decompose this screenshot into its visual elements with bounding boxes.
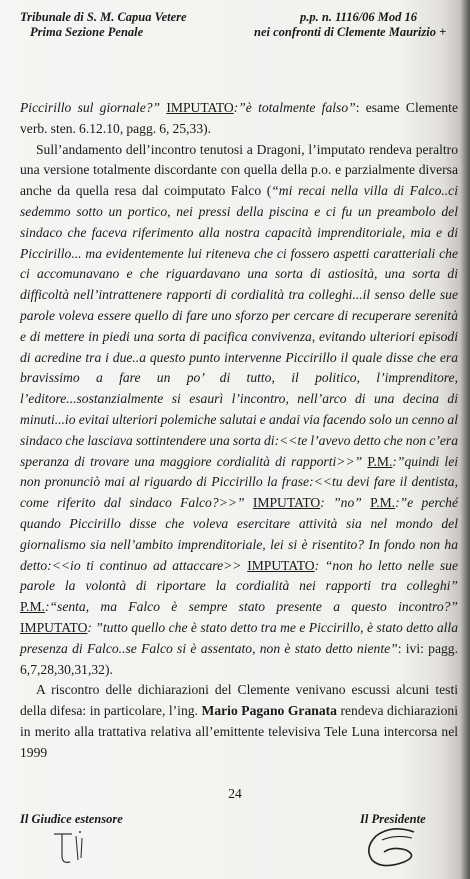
- case-number: p.p. n. 1116/06 Mod 16: [300, 10, 418, 24]
- speaker-pm: P.M.: [20, 599, 45, 615]
- judge-signature-mark: [48, 826, 98, 868]
- citation-text: : esame Clemente verb. sten. 6.12.10, pagg. 6, 25,33).: [20, 100, 458, 136]
- president-signature-label: Il Presidente: [360, 812, 426, 826]
- court-section: Prima Sezione Penale: [30, 25, 144, 39]
- case-defendant: nei confronti di Clemente Maurizio +: [254, 25, 447, 39]
- speaker-pm: P.M.: [370, 495, 396, 511]
- citation-text: : ivi: pagg. 6,7,28,30,31,32).: [20, 640, 458, 677]
- testimony-quote: : “non ho letto nelle sue parole la volontà di riportare la cordialità nei rapporti tra colleghi”: [20, 557, 459, 594]
- paragraph-2: [20, 140, 458, 681]
- case-header: [254, 10, 454, 40]
- document-body: [20, 98, 458, 764]
- testimony-quote: :”e perché quando Piccirillo disse che voleva esercitare attività sia nel mondo del giornalismo sia nell’ambito imprenditoriale, lei si è risentito? In fondo non ha detto:<<io ti continuo ad attaccare>>: [20, 495, 458, 573]
- testimony-quote: :”quindi lei non pronunciò mai al riguardo di Piccirillo la frase:<<tu devi fare il dentista, come riferito dal sindaco Falco?>>”: [20, 453, 459, 511]
- paragraph-3: [20, 680, 458, 763]
- quote-text: Piccirillo sul giornale?”: [20, 100, 167, 115]
- court-name: Tribunale di S. M. Capua Vetere: [20, 10, 187, 24]
- narrative-text: Sull’andamento dell’incontro tenutosi a Dragoni, l’imputato rendeva peraltro una versione totalmente discordante con quella della p.o. e parzialmente diversa anche da quella resa dal coimputato Falco (: [20, 141, 458, 199]
- narrative-text: A riscontro delle dichiarazioni del Clemente venivano escussi alcuni testi della difesa: in particolare, l’ing.: [20, 682, 458, 719]
- testimony-quote: “mi recai nella villa di Falco..ci sedemmo sotto un portico, nei pressi della piscina e ci fu un preambolo del sindaco che faceva riferimento alla nostra capacità imprenditoriale, mia e di Piccirillo... ma evidentemente lui riteneva che ci fossero aspetti caratteriali che ci accomunavano e che riguardavano una sorta di astiosità, una sorta di difficoltà nell’intrattenere rapporti di cordialità tra colleghi...il senso delle sue parole voleva essere quello di fare uno sforzo per cercare di recuperare serenità e di mettere in piedi una sorta di pacifica convivenza, evitando ulteriori episodi di acredine tra i due..a questo punto intervenne Piccirillo il quale disse che era bravissimo a fare un po’ di tutto, il politico, l’imprenditore, l’editore...sostanzialmente si esaurì l’incontro, nell’arco di una decina di minuti...io evitai ulteriori polemiche salutai e andai via facendo solo un cenno al sindaco che lasciava sottintendere una sorta di:<<te l’avevo detto che non c’era speranza di trovare una maggiore cordialità di rapporti>>”: [20, 183, 458, 469]
- court-header: [20, 10, 187, 40]
- testimony-quote: : ”no”: [320, 495, 371, 511]
- page-number: 24: [228, 786, 242, 801]
- speaker-imputato: IMPUTATO: [20, 619, 88, 635]
- testimony-quote: : ”tutto quello che è stato detto tra me e Piccirillo, è stato detto alla presenza di Falco..se Falco si è assentato, non è stato detto niente”: [20, 619, 458, 656]
- president-signature-mark: [362, 826, 432, 870]
- speaker-imputato: IMPUTATO: [166, 100, 234, 115]
- paragraph-1: [20, 98, 458, 140]
- judge-signature-label: Il Giudice estensore: [20, 812, 123, 826]
- quote-text: :”è totalmente falso”: [233, 100, 356, 115]
- speaker-imputato: IMPUTATO: [247, 557, 315, 573]
- speaker-imputato: IMPUTATO: [252, 495, 321, 511]
- scan-edge-shadow: [460, 0, 470, 879]
- narrative-text: rendeva dichiarazioni in merito alla trattativa relativa all’emittente televisiva Tele Luna intercorsa nel 1999: [20, 703, 458, 760]
- speaker-pm: P.M.: [367, 453, 393, 469]
- testimony-quote: :“senta, ma Falco è sempre stato presente a questo incontro?”: [44, 599, 458, 615]
- witness-name: Mario Pagano Granata: [201, 703, 337, 719]
